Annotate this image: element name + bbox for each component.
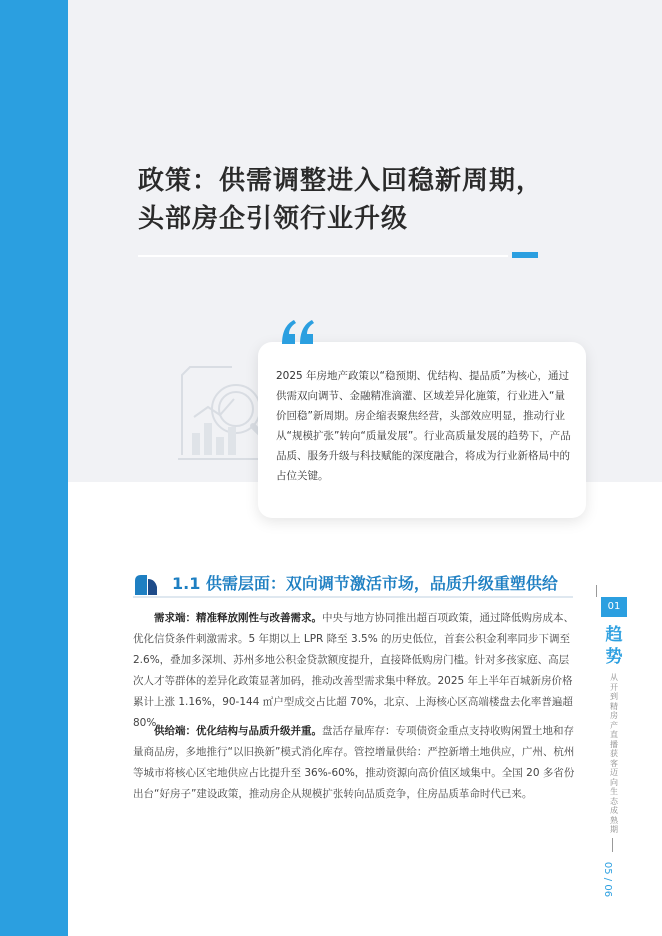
supply-body: 盘活存量库存：专项债资金重点支持收购闲置土地和存量商品房，多地推行“以旧换新”模式消化库存。管控增量供给：严控新增土地供应，广州、杭州等城市将核心区宅地供应占比提升至 36%-60%，推动资源向高价值区域集中。全国 20 多省份出台“好房子”建设政策，推动房企从规模扩张转向品质竞争，住房品质革命时代已来。 [133,725,575,800]
demand-body: 中央与地方协同推出超百项政策，通过降低购房成本、优化信贷条件刺激需求。5 年期以上 LPR 降至 3.5% 的历史低位，首套公积金利率同步下调至 2.6%，叠加多深圳、苏州多地公积金贷款额度提升，直接降低购房门槛。针对多孩家庭、高层次人才等群体的差异化政策显著加码，推动改善型需求集中释放。2025 年上半年百城新房价格累计上涨 1.16%，90-144 ㎡户型成交占比超 70%，北京、上海核心区高端楼盘去化率普遍超 80%。 [133,612,574,729]
quote-text: 2025 年房地产政策以“稳预期、优结构、提品质”为核心，通过供需双向调节、金融精准滴灌、区域差异化施策，行业进入“量价回稳”新周期。房企缩表聚焦经营，头部效应明显，推动行业从“规模扩张”转向“质量发展”。行业高质量发展的趋势下，产品品质、服务升级与科技赋能的深度融合，将成为行业新格局中的占位关键。 [276,370,571,482]
sidebar-divider-top [596,585,597,597]
title-accent-mark [512,252,538,258]
page-indicator [600,860,624,900]
left-accent-bar [0,0,68,936]
chapter-subtitle: 从开到精 房产直播获客迈向生态成熟期 [610,673,618,834]
section-heading: 1.1 供需层面：双向调节激活市场，品质升级重塑供给 [172,574,558,593]
chapter-label: 趋势 [605,625,623,667]
supply-paragraph [133,721,577,805]
title-underline [138,255,508,257]
supply-lead: 供给端：优化结构与品质升级并重。 [154,725,322,737]
chapter-number-badge: 01 [601,597,627,617]
page-indicator-text: 05 / 06 [602,861,614,898]
quote-mark-icon [278,310,318,350]
section-divider [133,596,573,598]
demand-paragraph [133,608,577,734]
title-line-2: 头部房企引领行业升级 [138,204,409,234]
sidebar-divider-bottom [612,838,613,852]
title-line-1: 政策：供需调整进入回稳新周期， [138,166,544,196]
section-marker-icon [133,573,159,595]
page-title [138,162,578,238]
demand-lead: 需求端：精准释放刚性与改善需求。 [154,612,322,624]
